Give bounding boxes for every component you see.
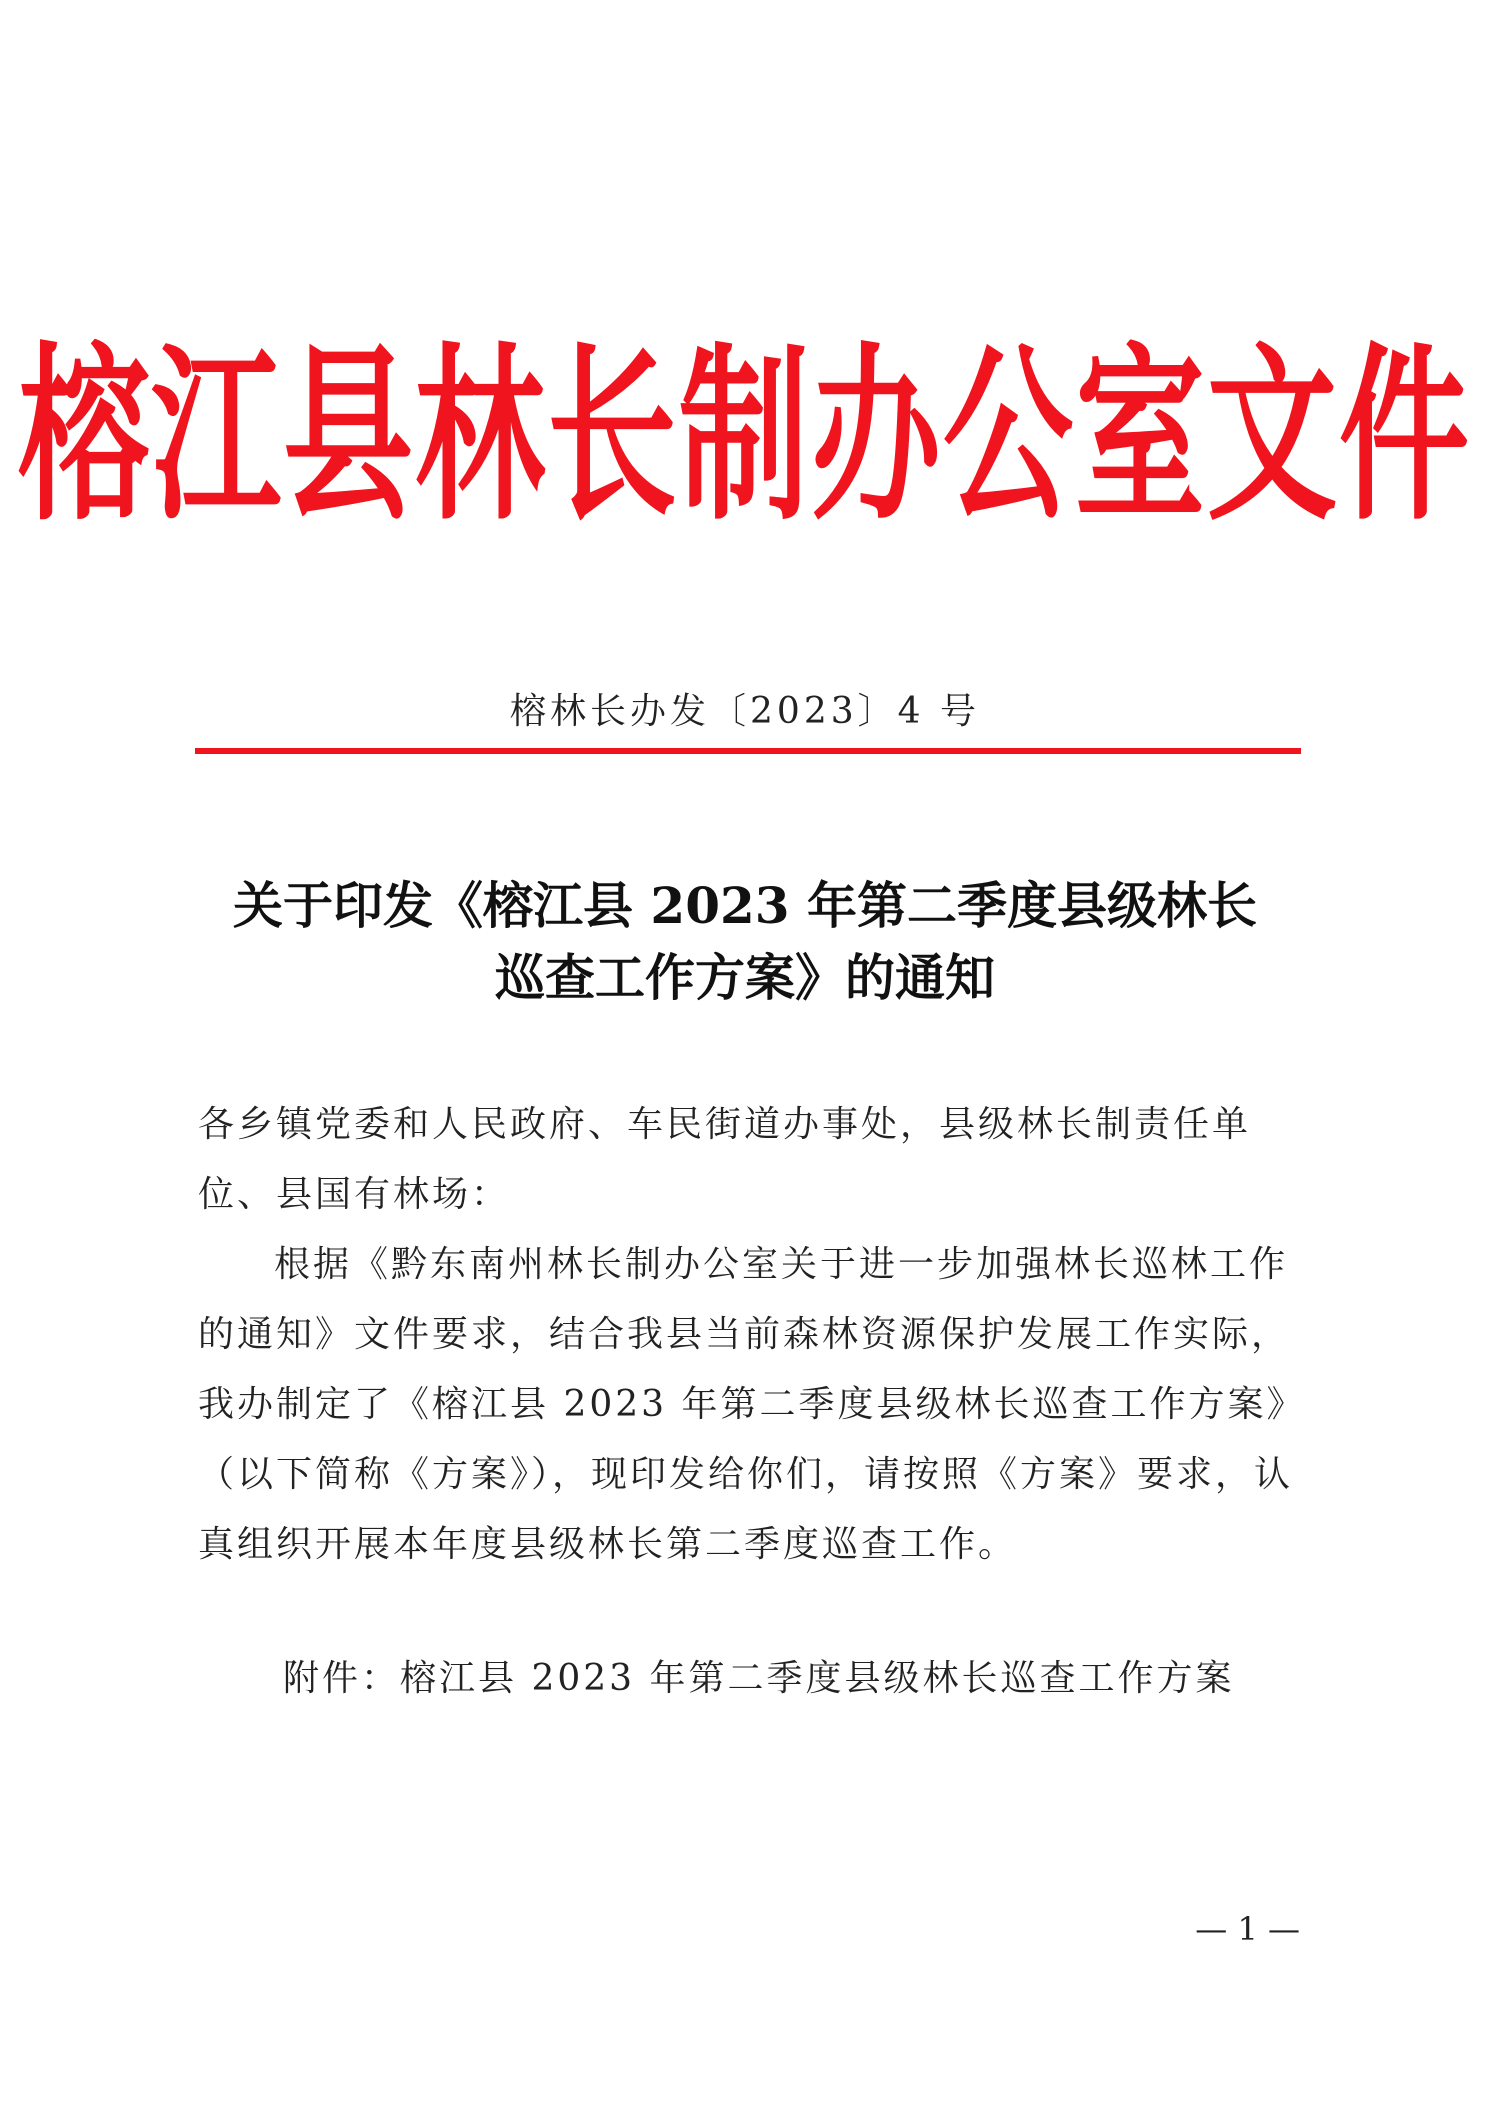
notice-title (195, 870, 1295, 1014)
body-paragraph: 根据《黔东南州林长制办公室关于进一步加强林长巡林工作的通知》文件要求，结合我县当前森林资源保护发展工作实际，我办制定了《榕江县 2023 年第二季度县级林长巡查工作方案》（以下简称《方案》），现印发给你们，请按照《方案》要求，认真组织开展本年度县级林长第二季度巡查工作。 (198, 1244, 1306, 1565)
addressee-text: 各乡镇党委和人民政府、车民街道办事处，县级林长制责任单位、县国有林场： (198, 1104, 1252, 1215)
document-number: 榕林长办发〔2023〕4 号 (510, 691, 980, 732)
notice-title-line-1: 关于印发《榕江县 2023 年第二季度县级林长 (233, 876, 1257, 935)
page-number: — 1 — (1195, 1910, 1300, 1948)
masthead-title: 榕江县林长制办公室文件 (19, 325, 1472, 546)
notice-title-line-2: 巡查工作方案》的通知 (495, 948, 995, 1007)
attachment-line: 附件：榕江县 2023 年第二季度县级林长巡查工作方案 (283, 1658, 1235, 1699)
red-divider-line (195, 748, 1301, 754)
